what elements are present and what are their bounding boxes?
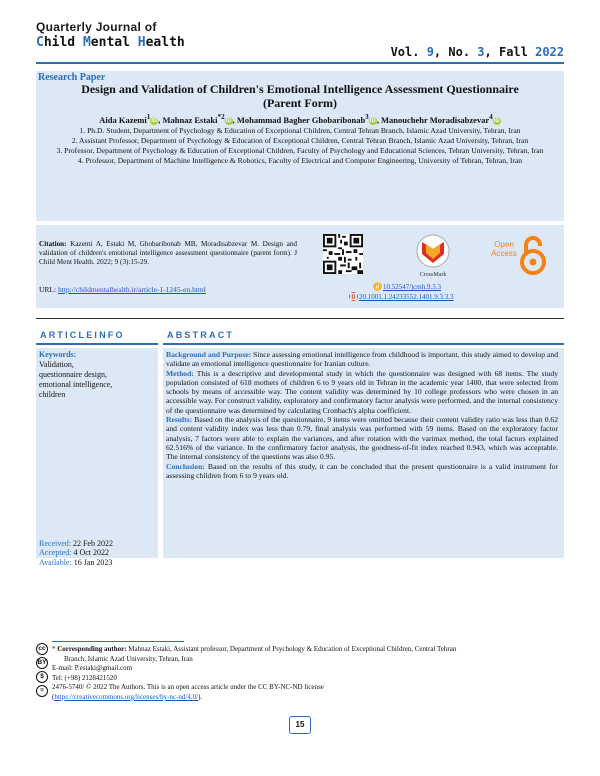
svg-text:d: d: [375, 284, 380, 291]
doi-link[interactable]: 10.52547/jcmh.9.3.3: [383, 283, 441, 291]
header-rule: [36, 62, 564, 64]
license-link[interactable]: https://creativecommons.org/licenses/by-nc-nd/4.0/: [54, 692, 199, 701]
abstract-box: [163, 348, 564, 558]
cc-license-icons[interactable]: [36, 643, 50, 699]
orcid-icon[interactable]: iD: [369, 117, 376, 124]
available-date: Available: 16 Jan 2023: [39, 557, 113, 567]
dor-link[interactable]: 20.1001.1.24233552.1401.9.3.3.3: [359, 293, 454, 301]
orcid-icon[interactable]: iD: [225, 117, 232, 124]
open-access-label: Open Access: [491, 240, 517, 258]
nd-icon: =: [36, 685, 48, 697]
author-tel: Tel: (+98) 2128421520: [52, 673, 117, 682]
affiliations: [40, 126, 560, 166]
doi-icon: [373, 282, 382, 291]
article-info-box: [36, 348, 158, 567]
nc-icon: $: [36, 671, 48, 683]
by-icon: BY: [36, 657, 48, 669]
author-name[interactable]: , Mohammad Bagher Ghobaribonab: [232, 114, 366, 125]
abstract-results: Results: Based on the analysis of the questionnaire, 9 items were omitted because their content validity ratio was less than 0.62 and content validity index was less than 0.79, final analysis was performed with 59 items. Based on the exploratory factor analysis, 7 factors were able to explain the variances, and after rotation with the varimax method, the total factors explained 62.516% of the variance. In the confirmatory factor analysis, the goodness-of-fit index reached 0.943, which was acceptable. The internal consistency of the questions was also 0.95.: [166, 415, 558, 462]
journal-header: [36, 20, 564, 59]
abstract-text: [166, 350, 558, 480]
crossmark-badge[interactable]: [413, 234, 453, 276]
abstract-background: Background and Purpose: Since assessing emotional intelligence from childhood is important, this study aimed to develop and validate an emotional intelligence questionnaire for Iranian culture.: [166, 350, 558, 369]
keywords-list: [39, 360, 154, 400]
keyword: Validation,: [39, 360, 74, 369]
orcid-icon[interactable]: iD: [151, 117, 158, 124]
affiliation: 3. Professor, Department of Psychology & Education of Exceptional Children, Faculty of Psychology and Educational Sciences, Tehran University, Tehran, Iran: [56, 146, 544, 155]
accepted-date: Accepted: 4 Oct 2022: [39, 548, 109, 558]
keywords-label: Keywords:: [39, 350, 77, 359]
article-info-heading: ARTICLEINFO: [40, 330, 125, 340]
article-title: Design and Validation of Children's Emotional Intelligence Assessment Questionnaire (Parent Form): [81, 82, 519, 110]
crossmark-icon: [413, 234, 453, 268]
license-text: 2476-5740/ © 2022 The Authors. This is an open access article under the CC BY-NC-ND license: [52, 683, 324, 692]
abstract-heading: ABSTRACT: [167, 330, 235, 340]
article-type: Research Paper: [38, 72, 106, 83]
author-name[interactable]: Aida Kazemi: [99, 114, 147, 125]
corresponding-author: * Corresponding author: Mahnaz Estaki, Assistant professor, Department of Psychology & Education of Exceptional Children, Central Tehran: [52, 645, 457, 653]
abstract-conclusion: Conclusion: Based on the results of this study, it can be concluded that the present questionnaire is a valid instrument for assessing children from 6 to 9 years old.: [166, 461, 558, 480]
journal-name-line2: Child Mental Health: [36, 35, 185, 50]
citation-text: Citation: Kazemi A, Estaki M, Ghobaribonab MB, Moradisabzevar M. Design and validation of children's emotional intelligence assessment questionnaire (parent form). J Child Ment Health. 2022; 9 (3):15-29.: [39, 240, 297, 266]
author-name[interactable]: , Manouchehr Moradisabzevar: [376, 114, 490, 125]
keyword: emotional intelligence,: [39, 380, 113, 389]
qr-code-icon[interactable]: [323, 234, 363, 274]
affiliation: 2. Assistant Professor, Department of Psychology & Education of Exceptional Children, Central Tehran Branch, Islamic Azad University, Tehran, Iran: [71, 136, 529, 145]
article-dates: [39, 539, 113, 567]
journal-name-line1: Quarterly Journal of: [36, 20, 157, 34]
dor-icon: [349, 292, 358, 301]
article-url: URL: http://childmentalhealth.ir/article-1-1245-en.html: [39, 285, 206, 294]
title-box: [36, 71, 564, 221]
abstract-underline: [163, 343, 564, 345]
volume-issue: Vol. 9, No. 3, Fall 2022: [390, 45, 564, 59]
citation-box: [36, 225, 564, 308]
abstract-method: Method: This is a descriptive and developmental study in which the questionnaire was designed with 68 items. The study population consisted of 618 mothers of children 6 to 9 years old in Tehran in the academic year 1400, that were selected from schools by means of accessible way. The content validity was determined by 10 college professors who were chosen in an accessible way. For construct validity, exploratory and confirmatory factor analysis were performed, and the internal consistency of the questionnaire was determined by calculating Cronbach's alpha coefficient.: [166, 368, 558, 415]
section-rule: [36, 318, 564, 319]
received-date: Received: 22 Feb 2022: [39, 539, 113, 548]
orcid-icon[interactable]: iD: [493, 117, 500, 124]
footnote-rule: [52, 641, 184, 642]
author-list: Aida Kazemi$^1$iD, Mahnaz Estaki$^{*2}$iD, Mohammad Bagher Ghobaribonab$^3$iD, Manouchehr Moradisabzevar$^4$iD: [99, 113, 500, 125]
open-access-badge[interactable]: [491, 235, 551, 275]
author-email: E-mail: P.estaki@gmail.com: [52, 664, 133, 673]
footnote: * Corresponding author: Mahnaz Estaki, Assistant professor, Department of Psychology & Education of Exceptional Children, Central Tehran Branch, Islamic Azad University, Tehran, Iran E-mail: P.estaki@gmail.com Tel: (+98) 2128421520 2476-5740/ © 2022 The Authors. This is an open access article under the CC BY-NC-ND license (https://creativecommons.org/licenses/by-nc-nd/4.0/).: [52, 645, 562, 703]
svg-text:D: D: [351, 294, 356, 301]
open-lock-icon: [519, 235, 547, 275]
affiliation: 4. Professor, Department of Machine Intelligence & Robotics, Faculty of Electrical and Computer Engineering, University of Tehran, Tehran, Iran: [77, 156, 523, 165]
license-url: (https://creativecommons.org/licenses/by-nc-nd/4.0/).: [52, 692, 203, 701]
affiliation: 1. Ph.D. Student, Department of Psychology & Education of Exceptional Children, Central Tehran Branch, Islamic Azad University, Tehran, Iran: [79, 126, 521, 135]
keyword: children: [39, 390, 66, 399]
author-name[interactable]: , Mahnaz Estaki: [158, 114, 218, 125]
article-info-underline: [36, 343, 158, 345]
cc-icon: cc: [36, 643, 48, 655]
article-url-link[interactable]: http://childmentalhealth.ir/article-1-1245-en.html: [57, 285, 206, 294]
page-number: 15: [289, 716, 311, 734]
crossmark-label: CrossMark: [419, 272, 447, 278]
keyword: questionnaire design,: [39, 370, 107, 379]
